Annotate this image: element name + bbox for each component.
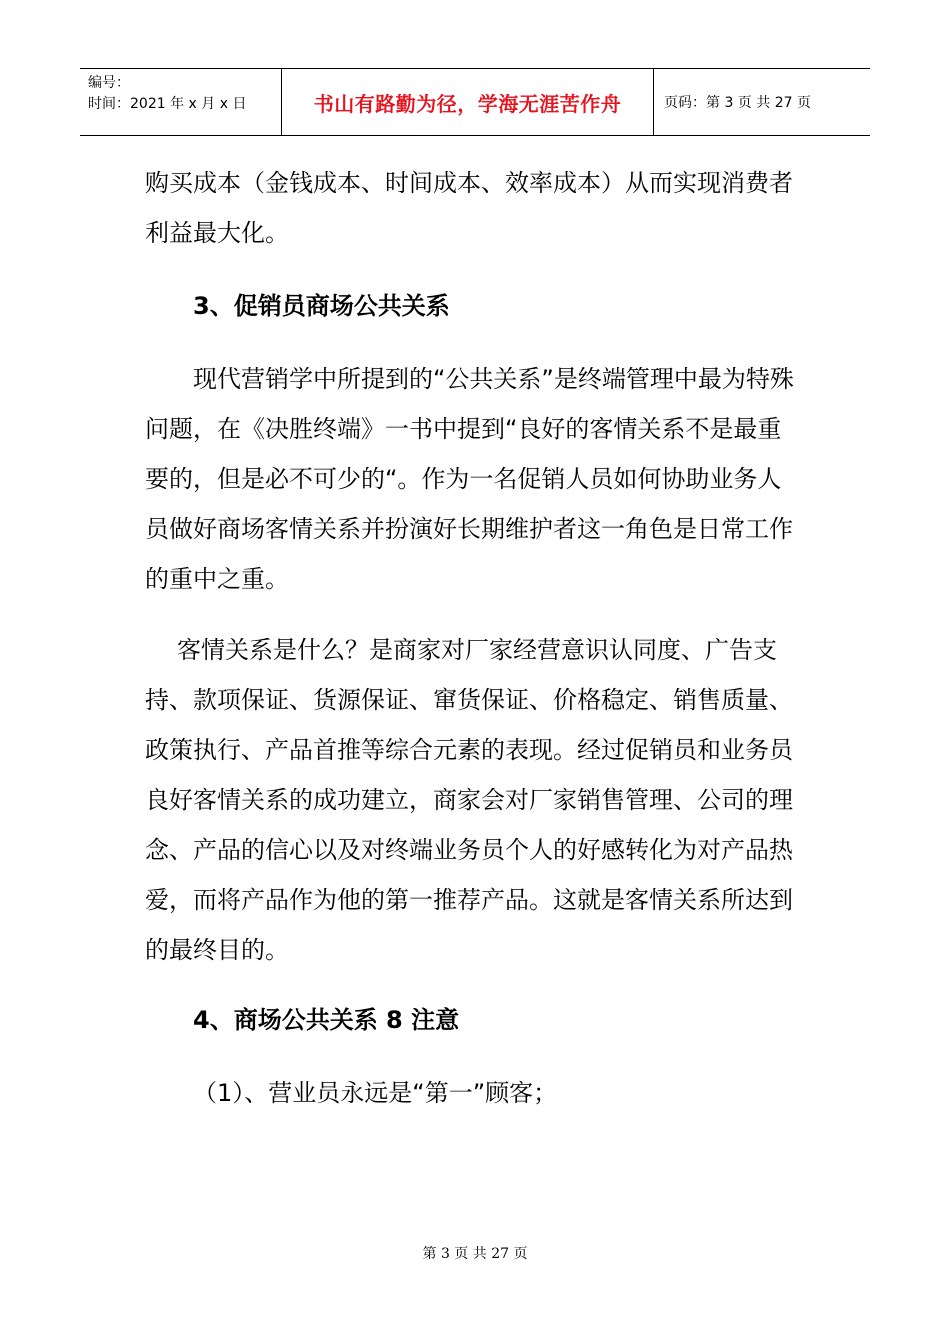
header-time: 时间：2021 年 x 月 x 日	[88, 96, 247, 112]
header-page-cell	[654, 69, 870, 135]
section-heading-4: 4、商场公共关系 8 注意	[193, 1006, 460, 1034]
section-heading-3: 3、促销员商场公共关系	[193, 292, 450, 320]
list-item-1: （1）、营业员永远是“第一”顾客；	[193, 1079, 558, 1107]
paragraph-2: 现代营销学中所提到的“公共关系”是终端管理中最为特殊问题，在《决胜终端》一书中提到“良好的客情关系不是最重要的，但是必不可少的“。作为一名促销人员如何协助业务人员做好商场客情关系并扮演好长期维护者这一角色是日常工作的重中之重。	[145, 365, 794, 593]
paragraph-1: 购买成本（金钱成本、时间成本、效率成本）从而实现消费者利益最大化。	[145, 169, 793, 247]
header-meta	[80, 69, 282, 135]
header-page-number: 页码：第 3 页 共 27 页	[664, 95, 811, 111]
header-motto: 书山有路勤为径，学海无涯苦作舟	[313, 91, 622, 116]
header-number: 编号：	[88, 75, 130, 91]
paragraph-3: 客情关系是什么？是商家对厂家经营意识认同度、广告支持、款项保证、货源保证、窜货保证、价格稳定、销售质量、政策执行、产品首推等综合元素的表现。经过促销员和业务员良好客情关系的成功建立，商家会对厂家销售管理、公司的理念、产品的信心以及对终端业务员个人的好感转化为对产品热爱，而将产品作为他的第一推荐产品。这就是客情关系所达到的最终目的。	[145, 636, 793, 964]
page-footer: 第 3 页 共 27 页	[422, 1246, 528, 1262]
document-header	[80, 68, 870, 136]
header-motto-cell	[282, 69, 654, 135]
